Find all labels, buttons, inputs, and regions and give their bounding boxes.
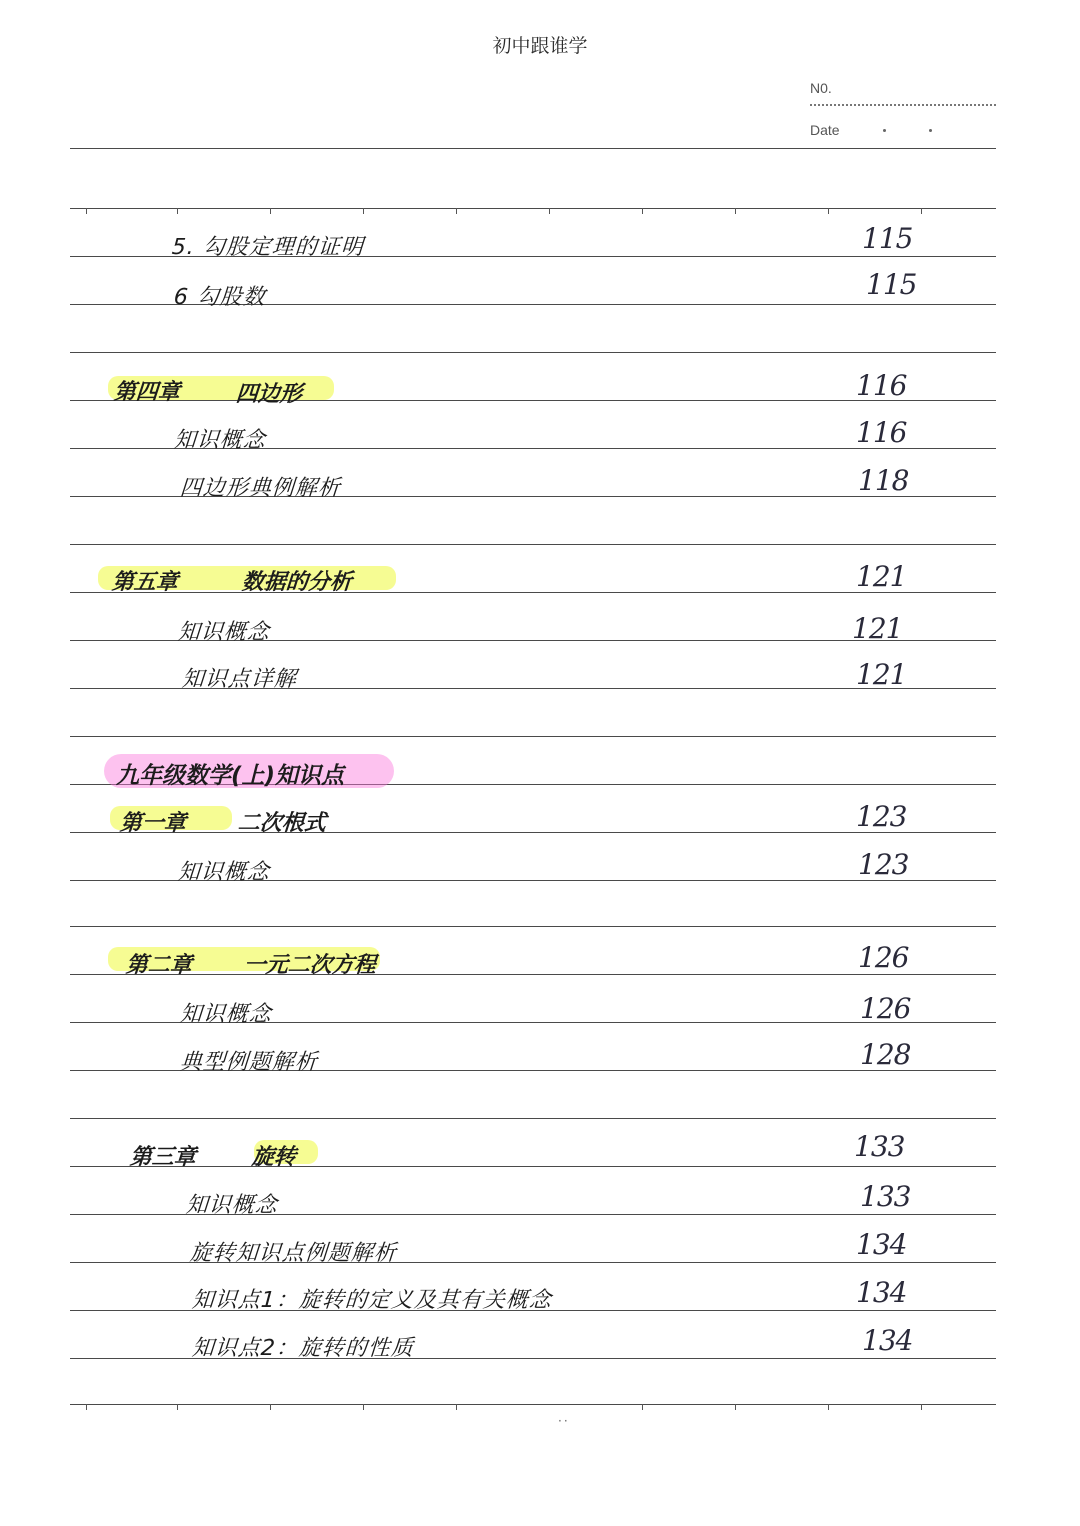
toc-entry-title: 知识概念	[184, 1193, 279, 1218]
toc-entry-page: 128	[860, 1038, 911, 1071]
toc-chapter-name: 二次根式	[236, 811, 327, 836]
toc-entry-page: 118	[858, 464, 909, 497]
toc-entry-title: 知识点2：旋转的性质	[190, 1336, 415, 1361]
toc-entry-page: 121	[852, 612, 903, 645]
toc-grade-heading: 九年级数学(上)知识点	[116, 763, 345, 789]
toc-chapter-name: 一元二次方程	[242, 953, 377, 978]
ruler-tick	[270, 208, 271, 214]
toc-entry-page: 116	[856, 369, 907, 402]
toc-entry-page: 126	[858, 941, 909, 974]
toc-chapter-number: 第一章	[118, 811, 187, 836]
ruler-tick	[456, 1404, 457, 1410]
ruled-line	[70, 1404, 996, 1405]
ruler-tick	[270, 1404, 271, 1410]
ruler-tick	[642, 208, 643, 214]
ruler-tick	[828, 208, 829, 214]
scan-mark: ··	[558, 1414, 570, 1428]
toc-entry-title: 5. 勾股定理的证明	[170, 235, 365, 260]
toc-entry-page: 134	[856, 1276, 907, 1309]
ruler-tick	[363, 1404, 364, 1410]
page-header-brand: 初中跟谁学	[492, 35, 588, 57]
ruler-tick	[642, 1404, 643, 1410]
toc-chapter-name: 旋转	[250, 1145, 297, 1170]
toc-entry-page: 121	[856, 560, 907, 593]
ruled-line	[70, 1118, 996, 1119]
toc-chapter-number: 第三章	[128, 1145, 197, 1170]
toc-entry-page: 123	[858, 848, 909, 881]
toc-entry-page: 121	[856, 658, 907, 691]
ruler-tick	[735, 208, 736, 214]
ruler-tick	[921, 208, 922, 214]
toc-entry-page: 123	[856, 800, 907, 833]
ruled-line	[70, 736, 996, 737]
toc-entry-title: 知识概念	[176, 860, 271, 885]
toc-entry-page: 134	[862, 1324, 913, 1357]
ruled-line	[70, 974, 996, 975]
ruler-tick	[86, 1404, 87, 1410]
toc-entry-page: 126	[860, 992, 911, 1025]
toc-entry-title: 知识点1：旋转的定义及其有关概念	[190, 1288, 553, 1313]
toc-entry-title: 知识概念	[178, 1002, 273, 1027]
number-field-label: N0.	[810, 80, 832, 96]
toc-entry-title: 知识概念	[172, 428, 267, 453]
ruled-line	[70, 1166, 996, 1167]
toc-entry-page: 116	[856, 416, 907, 449]
toc-entry-title: 知识概念	[176, 620, 271, 645]
ruled-line	[70, 352, 996, 353]
toc-entry-page: 134	[856, 1228, 907, 1261]
ruler-tick	[735, 1404, 736, 1410]
ruler-tick	[456, 208, 457, 214]
toc-entry-page: 115	[866, 268, 917, 301]
ruler-tick	[177, 208, 178, 214]
ruled-line	[70, 926, 996, 927]
toc-entry-title: 知识点详解	[180, 667, 298, 692]
ruler-tick	[86, 208, 87, 214]
number-field-line	[810, 104, 996, 106]
ruled-line	[70, 544, 996, 545]
ruler-tick	[363, 208, 364, 214]
date-separator-dot	[883, 129, 886, 132]
toc-entry-title: 旋转知识点例题解析	[188, 1241, 398, 1266]
toc-entry-title: 典型例题解析	[178, 1050, 319, 1075]
date-field-label: Date	[810, 122, 840, 138]
toc-entry-page: 133	[854, 1130, 905, 1163]
toc-entry-title: 四边形典例解析	[178, 476, 342, 501]
ruled-line	[70, 208, 996, 209]
ruled-line	[70, 148, 996, 149]
ruler-tick	[177, 1404, 178, 1410]
toc-entry-page: 133	[860, 1180, 911, 1213]
toc-chapter-number: 第五章	[110, 570, 179, 595]
toc-entry-page: 115	[862, 222, 913, 255]
ruler-tick	[549, 208, 550, 214]
toc-chapter-name: 四边形	[234, 382, 303, 407]
toc-chapter-number: 第二章	[124, 953, 193, 978]
toc-chapter-name: 数据的分析	[240, 570, 353, 595]
ruler-tick	[921, 1404, 922, 1410]
ruler-tick	[828, 1404, 829, 1410]
date-separator-dot	[929, 129, 932, 132]
toc-entry-title: 6 勾股数	[172, 285, 267, 310]
toc-chapter-number: 第四章	[112, 380, 181, 405]
